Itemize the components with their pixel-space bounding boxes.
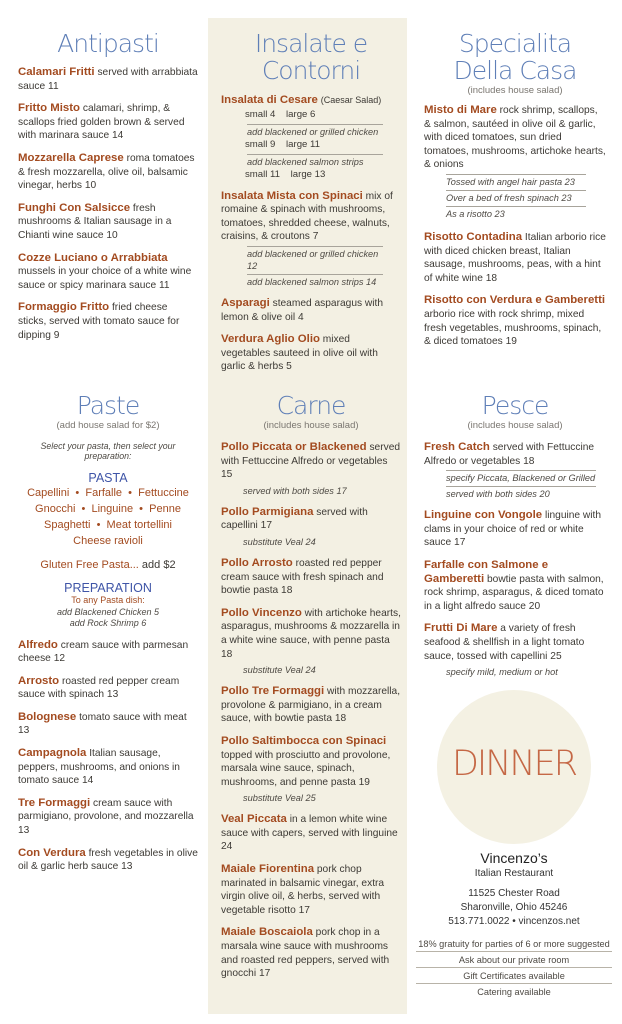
menu-item-linguine-vongole xyxy=(424,509,606,550)
item-desc: pork chop marinated in balsamic vinegar, extra virgin olive oil, & herbs, served with vegetable risotto xyxy=(221,864,385,916)
antipasti-section xyxy=(18,30,198,342)
item-desc: rock shrimp, scallops, & salmon, sautéed in olive oil & garlic, with diced tomatoes, sun dried tomatoes, mushrooms, artichoke hearts, & onions xyxy=(424,105,606,171)
pesce-subtitle: (includes house salad) xyxy=(467,420,563,431)
item-option: served with both sides 20 xyxy=(446,486,596,500)
menu-item xyxy=(18,301,198,342)
specialita-section xyxy=(424,30,606,349)
catering-note: Catering available xyxy=(477,987,551,997)
item-price: 18 xyxy=(281,585,293,597)
item-price: 20 xyxy=(528,600,541,612)
item-price: 9 xyxy=(53,329,60,341)
item-option: add blackened or grilled chicken 12 xyxy=(247,246,383,272)
pesce-title: Pesce xyxy=(481,391,549,420)
menu-item-mista xyxy=(221,190,401,288)
menu-item-farfalle-salmone xyxy=(424,559,606,613)
dinner-badge xyxy=(437,690,591,844)
item-sizes: small 11 large 13 xyxy=(245,168,326,180)
item-price: 24 xyxy=(221,841,233,853)
preparation-heading: PREPARATION xyxy=(64,581,152,595)
paste-section xyxy=(18,392,198,874)
footer-notes xyxy=(416,936,612,999)
item-name: Asparagi xyxy=(221,296,270,309)
pasta-options: Cheese ravioli xyxy=(73,535,143,547)
menu-item xyxy=(18,847,198,874)
pasta-options: Gnocchi • Linguine • Penne xyxy=(35,503,181,515)
item-option: As a risotto 23 xyxy=(446,206,586,220)
item-name: Risotto con Verdura e Gamberetti xyxy=(424,294,606,307)
item-option: substitute Veal 25 xyxy=(243,793,316,804)
preparation-add-chicken: add Blackened Chicken 5 xyxy=(56,606,160,617)
item-desc: fresh mushrooms & Italian sausage in a Chianti wine sauce xyxy=(18,202,172,241)
antipasti-title: Antipasti xyxy=(57,29,159,58)
menu-item-pollo-piccata xyxy=(221,441,401,497)
item-price: 13 xyxy=(18,825,30,837)
insalate-title-line1: Insalate e xyxy=(254,29,368,58)
menu-item xyxy=(18,202,198,243)
menu-item xyxy=(18,797,198,838)
specialita-title-line1: Specialita xyxy=(458,29,572,58)
item-desc: with artichoke hearts, asparagus, mushrooms & mozzarella in a white wine sauce, with penne pasta xyxy=(221,607,401,646)
item-name: Fritto Misto xyxy=(18,102,81,115)
item-desc: linguine with clams in your choice of red or white sauce xyxy=(424,510,602,549)
item-desc: tomato sauce with meat xyxy=(79,711,187,723)
menu-item xyxy=(18,252,198,293)
item-name: Farfalle con Salmone e Gamberetti xyxy=(424,558,549,585)
item-name: Pollo Arrosto xyxy=(221,556,293,569)
menu-item-cesare xyxy=(221,94,401,182)
item-desc: mixed vegetables sauteed in olive oil with garlic & herbs xyxy=(221,334,378,373)
menu-item-maiale-fiorentina xyxy=(221,863,401,917)
menu-item-risotto-verdura xyxy=(424,294,606,348)
item-desc: fried cheese sticks, served with tomato sauce for dipping xyxy=(18,302,180,341)
item-name: Con Verdura xyxy=(18,846,86,859)
specialita-title xyxy=(424,30,606,84)
item-desc: mix of romaine & spinach with mushrooms, tomatoes, shredded cheese, walnuts, craisins, & croutons xyxy=(221,190,393,243)
carne-subtitle: (includes house salad) xyxy=(263,420,359,431)
insalate-section xyxy=(221,30,401,374)
item-option: specify Piccata, Blackened or Grilled xyxy=(446,470,596,484)
item-desc: Italian sausage, peppers, mushrooms, and onions in tomato sauce xyxy=(18,748,180,787)
item-name: Pollo Vincenzo xyxy=(221,606,302,619)
item-name: Veal Piccata xyxy=(221,813,287,826)
paste-subtitle: (add house salad for $2) xyxy=(56,420,160,431)
item-name: Pollo Parmigiana xyxy=(221,505,314,518)
item-name: Campagnola xyxy=(18,747,87,760)
item-name: Insalata Mista con Spinaci xyxy=(221,189,363,202)
item-price: 14 xyxy=(82,775,94,787)
pesce-section xyxy=(424,392,606,678)
item-desc: arborio rice with rock shrimp, mixed fresh vegetables, mushrooms, spinach, & diced tomatoes xyxy=(424,308,602,348)
gift-certificates-note: Gift Certificates available xyxy=(416,968,612,984)
item-name: Linguine con Vongole xyxy=(424,509,543,522)
item-price: 15 xyxy=(221,469,233,481)
item-name: Alfredo xyxy=(18,638,58,651)
gluten-free-price: add $2 xyxy=(141,559,176,571)
item-price: 13 xyxy=(18,725,30,737)
paste-instructions: Select your pasta, then select your preparation: xyxy=(40,441,176,461)
pasta-options: Capellini • Farfalle • Fettuccine xyxy=(27,487,189,499)
item-name: Fresh Catch xyxy=(424,441,490,453)
item-name: Formaggio Fritto xyxy=(18,301,110,314)
pasta-list xyxy=(18,485,198,549)
pasta-heading: PASTA xyxy=(88,471,128,485)
menu-item-pollo-vincenzo xyxy=(221,607,401,676)
item-desc: (Caesar Salad) xyxy=(320,95,382,105)
menu-item xyxy=(18,152,198,193)
item-price: 5 xyxy=(286,361,292,373)
item-desc: pork chop in a marsala wine sauce with mushrooms and roasted red peppers, served with gnocchi xyxy=(221,927,390,980)
item-price: 7 xyxy=(312,231,319,243)
item-price: 18 xyxy=(221,648,233,660)
menu-item-fresh-catch xyxy=(424,441,606,500)
item-name: Pollo Tre Formaggi xyxy=(221,685,325,698)
item-price: 10 xyxy=(106,229,118,241)
insalate-title-line2: Contorni xyxy=(261,56,361,85)
item-sizes: small 4 large 6 xyxy=(245,108,316,120)
item-name: Verdura Aglio Olio xyxy=(221,333,320,346)
item-desc: served with Fettuccine Alfredo or vegetables xyxy=(424,442,595,467)
item-name: Bolognese xyxy=(18,710,77,723)
specialita-title-line2: Della Casa xyxy=(453,56,577,85)
item-price: 19 xyxy=(358,776,370,788)
item-price: 18 xyxy=(334,713,347,725)
dinner-label: DINNER xyxy=(451,744,577,784)
item-desc: served with Fettuccine Alfredo or vegetables xyxy=(221,442,401,467)
item-price: 13 xyxy=(106,689,119,701)
item-desc: cream sauce with parmigiano, provolone, and mozzarella xyxy=(18,797,194,823)
preparation-list xyxy=(18,639,198,874)
item-desc: in a lemon white wine sauce with capers, served with linguine xyxy=(221,814,398,839)
menu-item-pollo-parmigiana xyxy=(221,506,401,548)
menu-item-risotto-contadina xyxy=(424,231,606,285)
menu-item-pollo-saltimbocca xyxy=(221,735,401,804)
restaurant-info xyxy=(416,850,612,929)
item-price: 25 xyxy=(550,650,562,662)
item-desc: cream sauce with parmesan cheese xyxy=(18,639,189,665)
item-name: Maiale Boscaiola xyxy=(221,926,313,939)
item-option: Tossed with angel hair pasta 23 xyxy=(446,174,586,188)
item-desc: roasted red pepper cream sauce with spinach xyxy=(18,675,180,701)
menu-item xyxy=(18,639,198,666)
restaurant-city: Sharonville, Ohio 45246 xyxy=(460,902,568,913)
restaurant-street: 11525 Chester Road xyxy=(468,888,560,899)
gluten-free-line xyxy=(18,559,198,571)
restaurant-contact[interactable]: 513.771.0022 • vincenzos.net xyxy=(448,916,580,927)
item-price: 18 xyxy=(485,272,498,284)
item-price: 4 xyxy=(298,311,304,323)
item-name: Frutti Di Mare xyxy=(424,622,498,635)
item-option: substitute Veal 24 xyxy=(243,665,316,676)
menu-item-pollo-arrosto xyxy=(221,557,401,598)
item-price: 18 xyxy=(523,455,535,467)
item-price: 13 xyxy=(121,861,133,873)
item-name: Arrosto xyxy=(18,674,60,687)
menu-item-pollo-tre-formaggi xyxy=(221,685,401,726)
menu-item-maiale-boscaiola xyxy=(221,926,401,980)
item-price: 11 xyxy=(48,80,59,92)
restaurant-type: Italian Restaurant xyxy=(474,868,554,879)
item-desc: roasted red pepper cream sauce with fresh spinach and bowtie pasta xyxy=(221,557,384,597)
specialita-subtitle: (includes house salad) xyxy=(467,85,563,96)
item-name: Pollo Saltimbocca con Spinaci xyxy=(221,734,387,747)
menu-item-misto-di-mare xyxy=(424,104,606,220)
carne-title: Carne xyxy=(276,391,346,420)
insalate-title xyxy=(221,30,401,84)
menu-item xyxy=(18,66,198,93)
item-name: Calamari Fritti xyxy=(18,66,95,78)
item-desc: mussels in your choice of a white wine sauce or spicy marinara sauce xyxy=(18,266,192,291)
item-desc: calamari, shrimp, & scallops fried golden brown & served with marinara sauce xyxy=(18,103,185,142)
gluten-free-label: Gluten Free Pasta... xyxy=(40,559,139,571)
item-desc: bowtie pasta with salmon, rock shrimp, asparagus, & diced tomato in a light alfredo sauce xyxy=(424,573,604,612)
item-option: add blackened or grilled chicken xyxy=(247,124,383,138)
private-room-note: Ask about our private room xyxy=(416,952,612,968)
item-option: Over a bed of fresh spinach 23 xyxy=(446,190,586,204)
item-desc: served with capellini xyxy=(221,506,368,532)
item-price: 17 xyxy=(298,904,310,916)
item-name: Mozzarella Caprese xyxy=(18,151,124,164)
item-name: Tre Formaggi xyxy=(18,796,91,809)
item-option: add blackened salmon strips xyxy=(247,154,383,168)
item-name: Funghi Con Salsicce xyxy=(18,201,131,214)
item-option: substitute Veal 24 xyxy=(243,536,316,547)
menu-item-frutti-di-mare xyxy=(424,622,606,678)
item-sizes: small 9 large 11 xyxy=(245,138,321,150)
paste-title: Paste xyxy=(76,391,140,420)
item-price: 12 xyxy=(53,653,66,665)
preparation-add-shrimp: add Rock Shrimp 6 xyxy=(69,618,147,628)
item-name: Pollo Piccata or Blackened xyxy=(221,441,367,453)
menu-item-asparagi xyxy=(221,297,401,324)
item-price: 17 xyxy=(260,520,272,532)
item-desc: with mozzarella, provolone & parmigiano, in a cream sauce, with bowtie pasta xyxy=(221,686,401,725)
item-desc: Italian arborio rice with diced chicken breast, Italian sausage, mushrooms, peas, with a hint of white wine xyxy=(424,231,606,284)
item-price: 19 xyxy=(505,336,517,348)
item-option: served with both sides 17 xyxy=(243,485,347,496)
item-price: 17 xyxy=(258,968,271,980)
item-desc: served with arrabbiata sauce xyxy=(18,67,198,92)
item-name: Maiale Fiorentina xyxy=(221,863,315,876)
antipasti-list xyxy=(18,66,198,342)
item-name: Cozze Luciano o Arrabbiata xyxy=(18,251,168,264)
menu-item xyxy=(18,102,198,143)
item-name: Risotto Contadina xyxy=(424,230,523,243)
item-name: Insalata di Cesare xyxy=(221,94,318,106)
pasta-options: Spaghetti • Meat tortellini xyxy=(44,519,172,531)
item-price: 10 xyxy=(84,180,97,192)
item-price: 17 xyxy=(454,537,466,549)
menu-item-verdura-aglio xyxy=(221,333,401,374)
menu-item xyxy=(18,747,198,788)
item-desc: a variety of fresh seafood & shellfish in a light tomato sauce, tossed with capellini xyxy=(424,623,585,662)
item-price: 14 xyxy=(112,130,124,142)
menu-item xyxy=(18,711,198,738)
gratuity-note: 18% gratuity for parties of 6 or more suggested xyxy=(416,936,612,952)
item-desc: steamed asparagus with lemon & olive oil xyxy=(221,297,384,323)
menu-item xyxy=(18,675,198,702)
item-price: 11 xyxy=(159,279,170,291)
item-option: specify mild, medium or hot xyxy=(446,667,558,678)
carne-section xyxy=(221,392,401,981)
item-name: Misto di Mare xyxy=(424,104,497,116)
menu-item-veal-piccata xyxy=(221,813,401,854)
preparation-note: To any Pasta dish: xyxy=(71,595,145,605)
restaurant-name: Vincenzo’s xyxy=(480,850,548,866)
item-desc: topped with prosciutto and provolone, marsala wine sauce, spinach, mushrooms, and penne pasta xyxy=(221,749,391,788)
item-option: add blackened salmon strips 14 xyxy=(247,274,383,288)
item-desc: roma tomatoes & fresh mozzarella, olive oil, balsamic vinegar, herbs xyxy=(18,152,195,192)
item-desc: fresh vegetables in olive oil & garlic herb sauce xyxy=(18,847,198,873)
